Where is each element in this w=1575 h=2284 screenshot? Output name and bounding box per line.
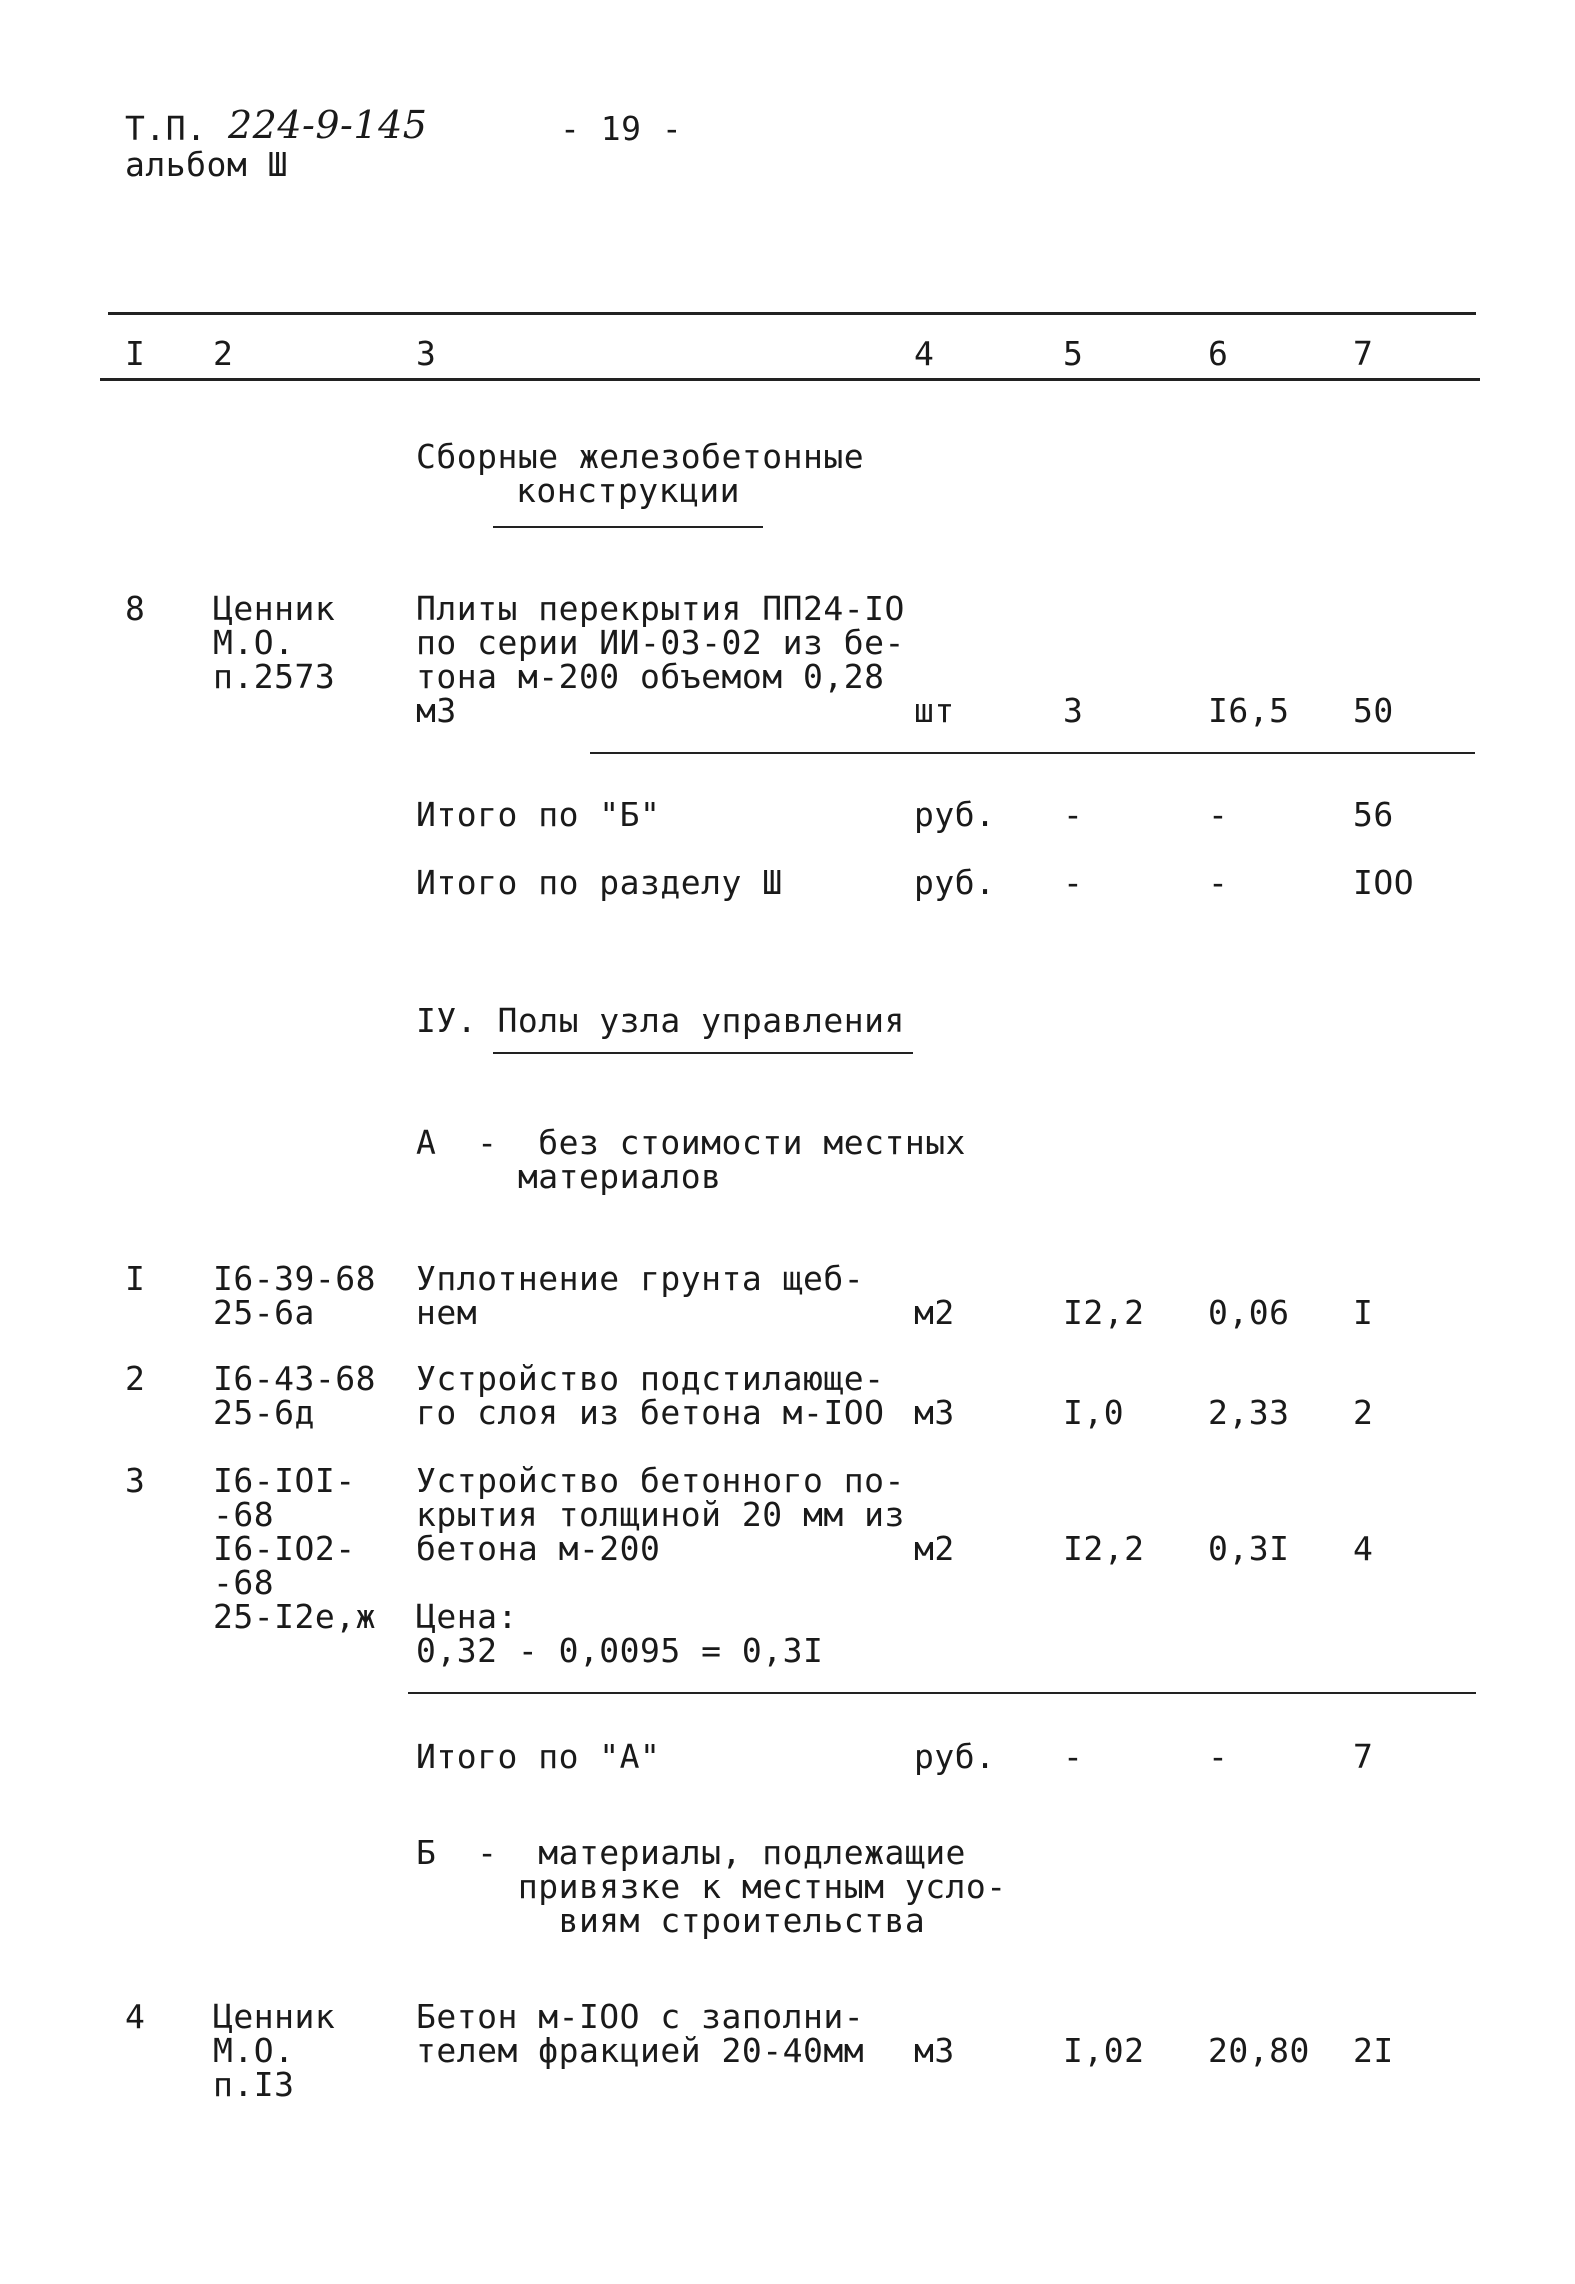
price-note: Цена: xyxy=(416,1597,518,1636)
row-ref: Ценник xyxy=(213,589,336,628)
total-price: - xyxy=(1208,1737,1229,1776)
row-qty: I,02 xyxy=(1063,2031,1145,2070)
subsection-title: Б - материалы, подлежащие xyxy=(416,1833,966,1872)
row-unit: м2 xyxy=(914,1529,955,1568)
row-ref: п.I3 xyxy=(213,2065,295,2104)
doc-code-handwritten: 224-9-145 xyxy=(228,103,428,147)
row-desc: телем фракцией 20-40мм xyxy=(416,2031,865,2070)
row-total: 4 xyxy=(1353,1529,1374,1568)
row-total: 50 xyxy=(1353,691,1394,730)
row-desc: Бетон м-IOO с заполни- xyxy=(416,1997,865,2036)
total-label: Итого по "Б" xyxy=(416,795,661,834)
section-title: конструкции xyxy=(516,471,741,510)
subsection-title: материалов xyxy=(416,1157,722,1196)
row-ref: Ценник xyxy=(213,1997,336,2036)
row-price: 2,33 xyxy=(1208,1393,1290,1432)
row-ref: п.2573 xyxy=(213,657,336,696)
subtotal-rule xyxy=(408,1692,1476,1694)
row-ref: 25-6д xyxy=(213,1393,315,1432)
total-unit: руб. xyxy=(914,1737,996,1776)
row-unit: м2 xyxy=(914,1293,955,1332)
row-desc: м3 xyxy=(416,691,457,730)
section-title-underline xyxy=(493,1052,913,1054)
total-unit: руб. xyxy=(914,795,996,834)
total-price: - xyxy=(1208,795,1229,834)
row-desc: Уплотнение грунта щеб- xyxy=(416,1259,865,1298)
row-number: 3 xyxy=(125,1461,146,1500)
row-desc: бетона м-200 xyxy=(416,1529,661,1568)
row-number: 4 xyxy=(125,1997,146,2036)
row-ref: 25-I2е,ж xyxy=(213,1597,376,1636)
subsection-title: привязке к местным усло- xyxy=(416,1867,1007,1906)
total-qty: - xyxy=(1063,1737,1084,1776)
subsection-title: виям строительства xyxy=(416,1901,926,1940)
album-label: альбом Ш xyxy=(125,145,288,184)
column-header: 6 xyxy=(1208,334,1229,373)
row-price: 0,06 xyxy=(1208,1293,1290,1332)
row-qty: 3 xyxy=(1063,691,1084,730)
column-header: I xyxy=(125,334,146,373)
row-ref: I6-IOI- xyxy=(213,1461,356,1500)
subsection-title: А - без стоимости местных xyxy=(416,1123,966,1162)
total-qty: - xyxy=(1063,795,1084,834)
row-price: 20,80 xyxy=(1208,2031,1310,2070)
total-price: - xyxy=(1208,863,1229,902)
row-unit: м3 xyxy=(914,1393,955,1432)
total-value: 7 xyxy=(1353,1737,1374,1776)
row-desc: нем xyxy=(416,1293,478,1332)
row-number: I xyxy=(125,1259,146,1298)
column-header: 2 xyxy=(213,334,234,373)
row-ref: I6-IO2- xyxy=(213,1529,356,1568)
row-price: I6,5 xyxy=(1208,691,1290,730)
row-ref: 25-6а xyxy=(213,1293,315,1332)
row-total: 2 xyxy=(1353,1393,1374,1432)
row-desc: го слоя из бетона м-IOO xyxy=(416,1393,885,1432)
row-desc: крытия толщиной 20 мм из xyxy=(416,1495,905,1534)
row-ref: -68 xyxy=(213,1495,275,1534)
column-header: 4 xyxy=(914,334,935,373)
section-title-underline xyxy=(493,526,763,528)
row-desc: тона м-200 объемом 0,28 xyxy=(416,657,885,696)
total-label: Итого по "А" xyxy=(416,1737,661,1776)
row-total: I xyxy=(1353,1293,1374,1332)
row-total: 2I xyxy=(1353,2031,1394,2070)
row-qty: I,0 xyxy=(1063,1393,1125,1432)
row-desc: по серии ИИ-03-02 из бе- xyxy=(416,623,905,662)
row-price: 0,3I xyxy=(1208,1529,1290,1568)
column-header: 3 xyxy=(416,334,437,373)
row-ref: -68 xyxy=(213,1563,275,1602)
doc-prefix: Т.П. xyxy=(125,109,207,148)
row-desc: Плиты перекрытия ПП24-IO xyxy=(416,589,905,628)
table-header-rule xyxy=(100,378,1480,381)
section-title: IУ. Полы узла управления xyxy=(416,1001,905,1040)
row-qty: I2,2 xyxy=(1063,1529,1145,1568)
row-desc: Устройство бетонного по- xyxy=(416,1461,905,1500)
row-unit: м3 xyxy=(914,2031,955,2070)
total-label: Итого по разделу Ш xyxy=(416,863,783,902)
subtotal-rule xyxy=(590,752,1475,754)
total-value: IOO xyxy=(1353,863,1415,902)
table-top-rule xyxy=(108,312,1476,315)
column-header: 5 xyxy=(1063,334,1084,373)
row-number: 8 xyxy=(125,589,146,628)
total-qty: - xyxy=(1063,863,1084,902)
row-number: 2 xyxy=(125,1359,146,1398)
row-ref: М.О. xyxy=(213,2031,295,2070)
section-title: Сборные железобетонные xyxy=(416,437,865,476)
row-ref: I6-39-68 xyxy=(213,1259,376,1298)
total-value: 56 xyxy=(1353,795,1394,834)
row-ref: М.О. xyxy=(213,623,295,662)
total-unit: руб. xyxy=(914,863,996,902)
row-desc: Устройство подстилающе- xyxy=(416,1359,885,1398)
row-ref: I6-43-68 xyxy=(213,1359,376,1398)
column-header: 7 xyxy=(1353,334,1374,373)
row-unit: шт xyxy=(914,691,955,730)
page-number: - 19 - xyxy=(560,109,683,148)
price-note: 0,32 - 0,0095 = 0,3I xyxy=(416,1631,824,1670)
row-qty: I2,2 xyxy=(1063,1293,1145,1332)
